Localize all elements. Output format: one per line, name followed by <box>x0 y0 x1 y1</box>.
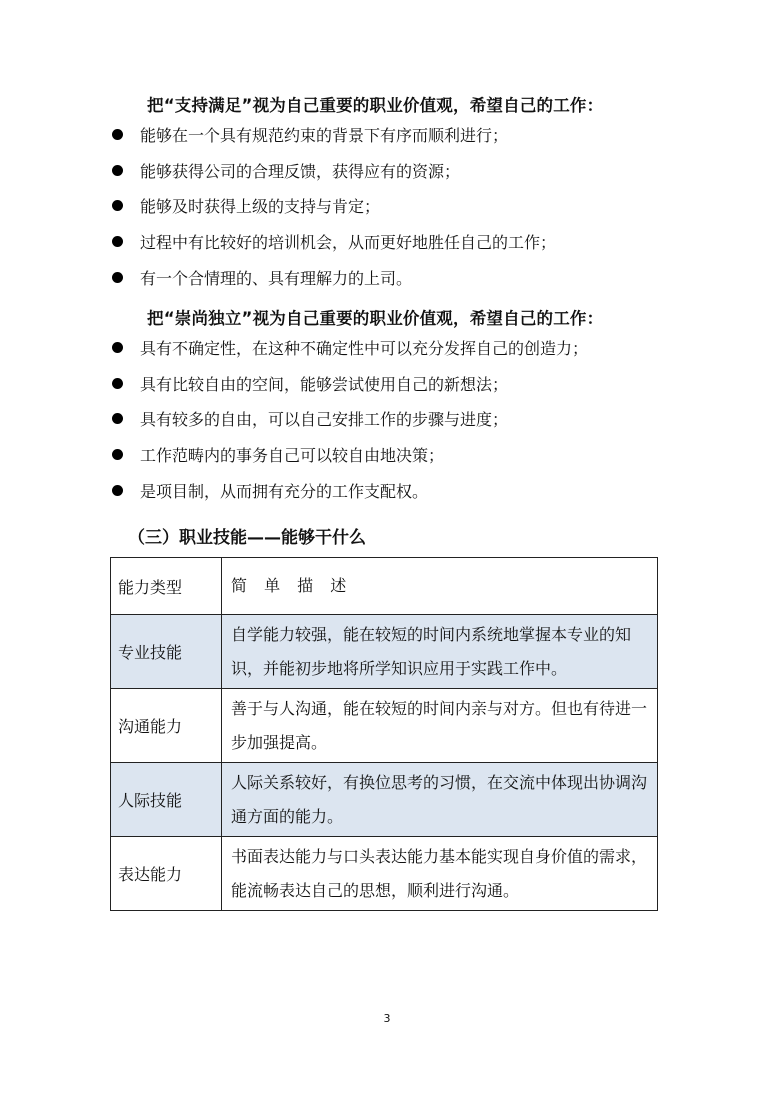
bullet-icon <box>112 449 123 460</box>
page-number: 3 <box>383 1012 391 1025</box>
skills-table <box>110 557 658 911</box>
list-item-text: 是项目制，从而拥有充分的工作支配权。 <box>140 481 429 501</box>
list-item-text: 能够获得公司的合理反馈，获得应有的资源； <box>140 161 461 181</box>
list-item-text: 能够及时获得上级的支持与肯定； <box>140 197 381 217</box>
section-heading-support: 把“支持满足”视为自己重要的职业价值观，希望自己的工作： <box>147 96 604 115</box>
skill-type-cell: 表达能力 <box>111 837 222 911</box>
list-item <box>107 330 588 366</box>
list-item <box>107 401 588 437</box>
list-item <box>107 259 556 295</box>
list-item-text: 过程中有比较好的培训机会，从而更好地胜任自己的工作； <box>140 233 557 253</box>
list-item-text: 能够在一个具有规范约束的背景下有序而顺利进行； <box>140 126 509 146</box>
list-item <box>107 366 588 402</box>
table-row <box>111 689 658 763</box>
list-item <box>107 437 588 473</box>
list-item-text: 有一个合情理的、具有理解力的上司。 <box>140 268 413 288</box>
table-header-row <box>111 558 658 615</box>
list-item-text: 具有不确定性，在这种不确定性中可以充分发挥自己的创造力； <box>140 339 589 359</box>
list-item <box>107 472 588 508</box>
header-cell-type: 能力类型 <box>111 558 222 615</box>
skill-type-cell: 人际技能 <box>111 763 222 837</box>
header-desc-text: 简 单 描 述 <box>231 576 353 595</box>
bullet-icon <box>112 236 123 247</box>
skill-desc-cell: 善于与人沟通，能在较短的时间内亲与对方。但也有待进一步加强提高。 <box>222 689 658 763</box>
bullet-icon <box>112 272 123 283</box>
independence-value-list <box>107 330 588 508</box>
list-item-text: 具有较多的自由，可以自己安排工作的步骤与进度； <box>140 410 509 430</box>
bullet-icon <box>112 485 123 496</box>
table-row <box>111 615 658 689</box>
table-row <box>111 763 658 837</box>
support-value-list <box>107 117 556 295</box>
skill-desc-cell: 自学能力较强，能在较短的时间内系统地掌握本专业的知识，并能初步地将所学知识应用于实践工作中。 <box>222 615 658 689</box>
list-item <box>107 153 556 189</box>
bullet-icon <box>112 413 123 424</box>
list-item-text: 工作范畴内的事务自己可以较自由地决策； <box>140 446 445 466</box>
list-item <box>107 224 556 260</box>
skill-type-cell: 专业技能 <box>111 615 222 689</box>
bullet-icon <box>112 165 123 176</box>
header-cell-desc <box>222 558 658 615</box>
table-row <box>111 837 658 911</box>
bullet-icon <box>112 129 123 140</box>
bullet-icon <box>112 378 123 389</box>
list-item <box>107 188 556 224</box>
skill-type-cell: 沟通能力 <box>111 689 222 763</box>
list-item <box>107 117 556 153</box>
list-item-text: 具有比较自由的空间，能够尝试使用自己的新想法； <box>140 374 509 394</box>
bullet-icon <box>112 342 123 353</box>
bullet-icon <box>112 200 123 211</box>
section-heading-independence: 把“崇尚独立”视为自己重要的职业价值观，希望自己的工作： <box>147 309 604 328</box>
skill-desc-cell: 书面表达能力与口头表达能力基本能实现自身价值的需求，能流畅表达自己的思想，顺利进行沟通。 <box>222 837 658 911</box>
skill-desc-cell: 人际关系较好，有换位思考的习惯，在交流中体现出协调沟通方面的能力。 <box>222 763 658 837</box>
skills-section-title: （三）职业技能——能够干什么 <box>128 528 366 548</box>
